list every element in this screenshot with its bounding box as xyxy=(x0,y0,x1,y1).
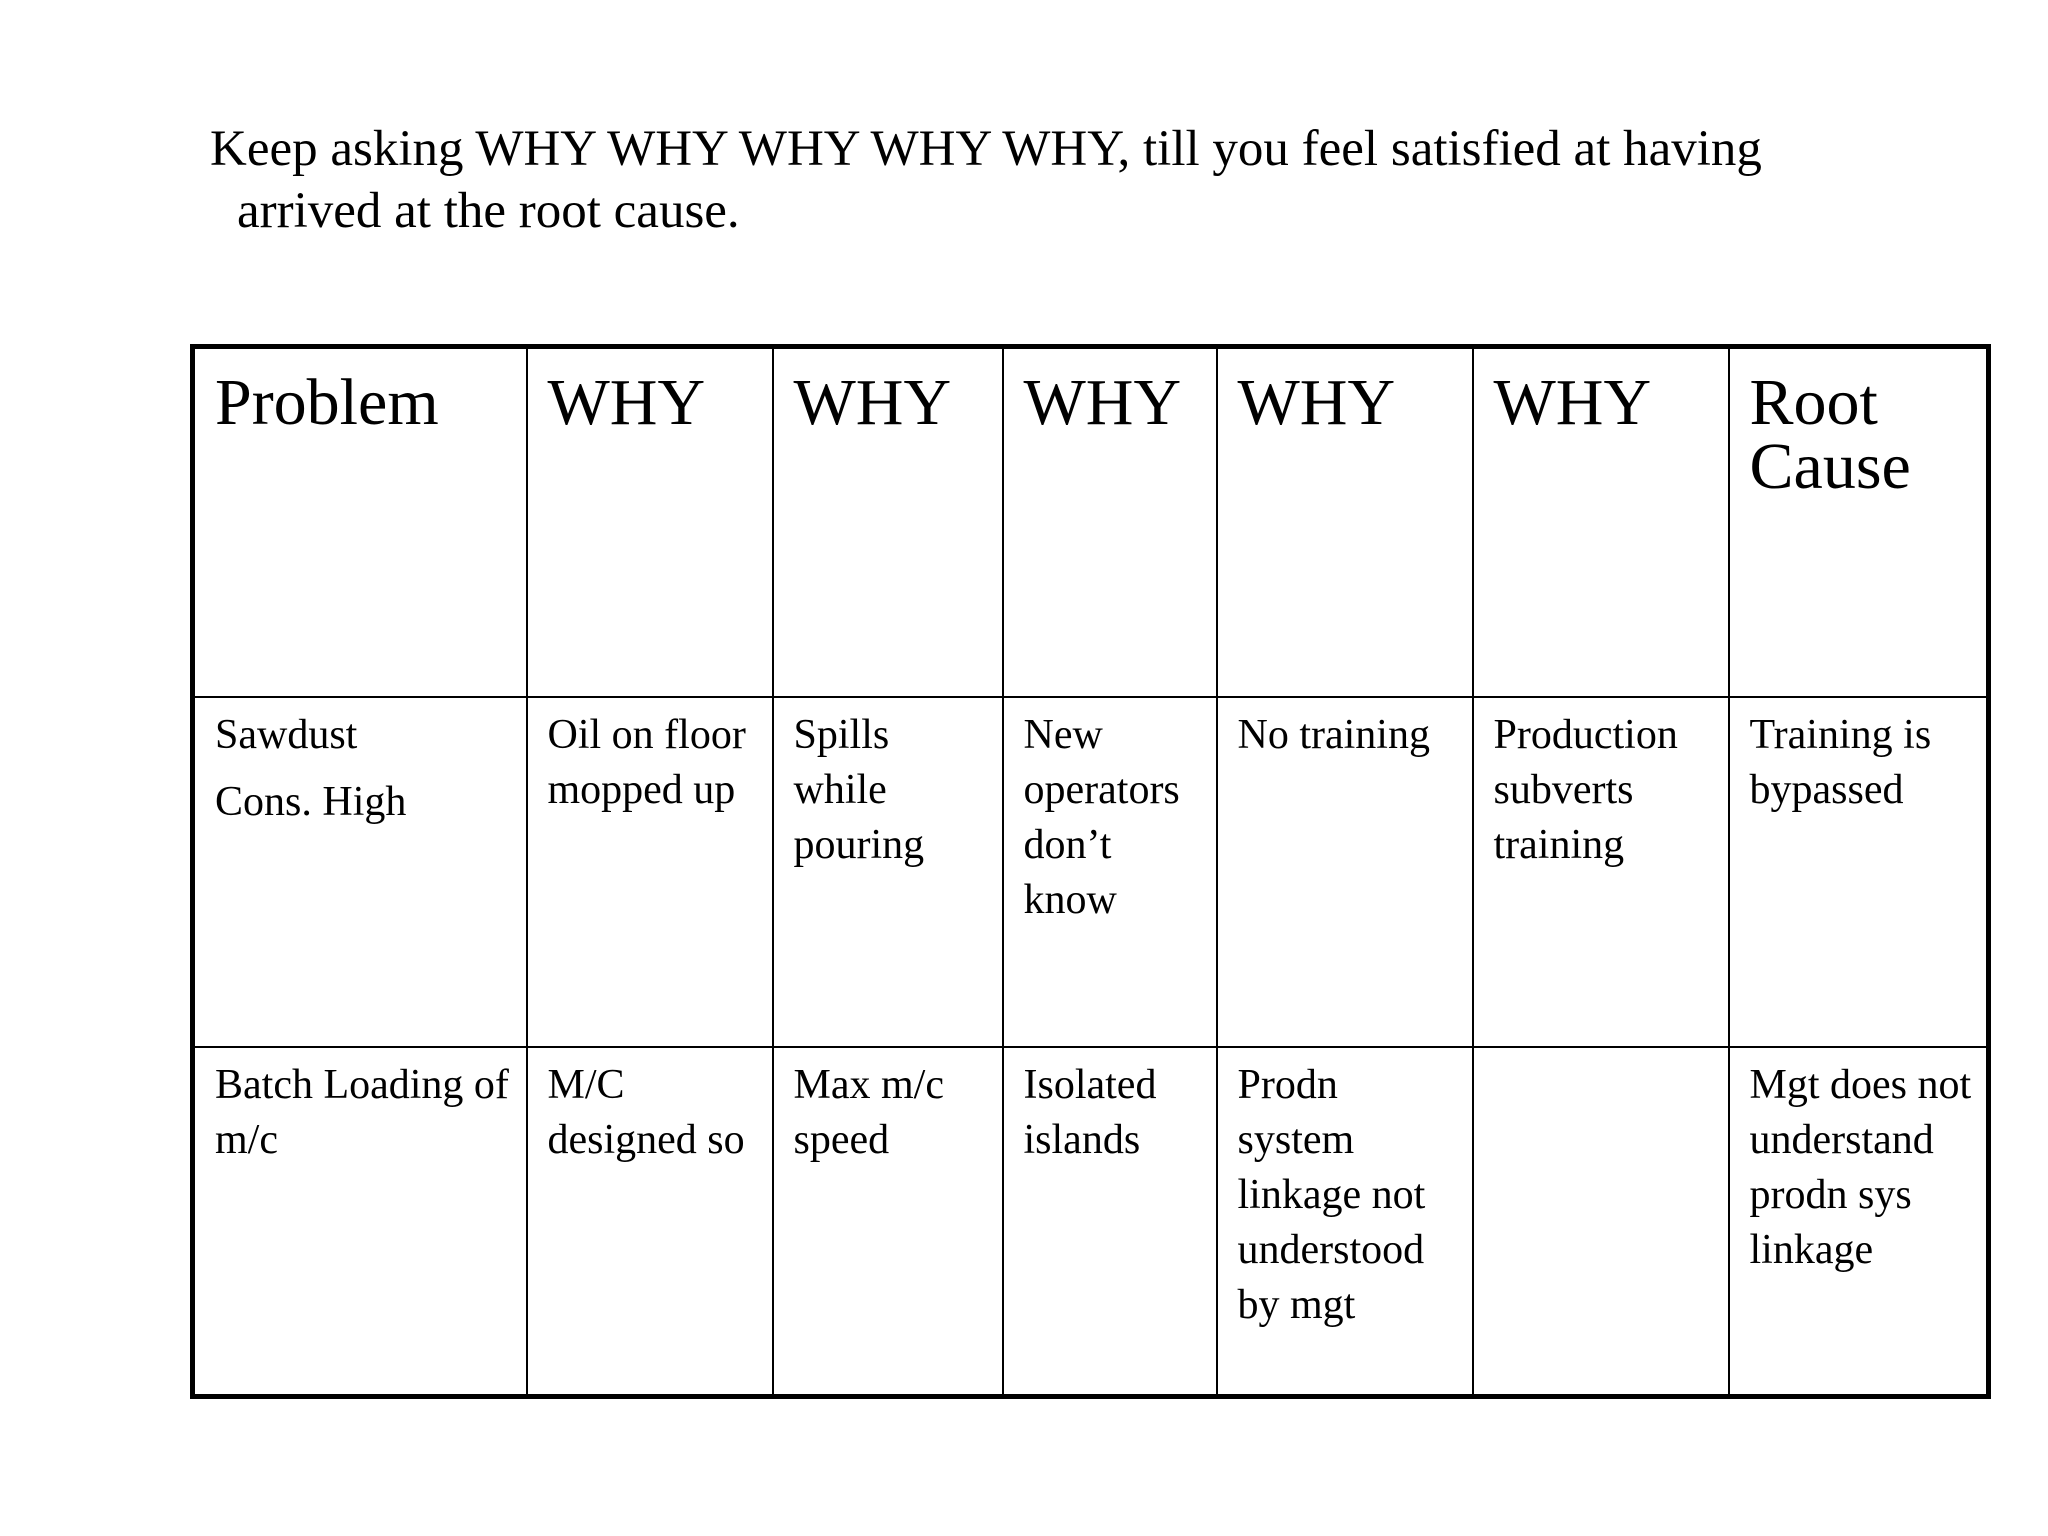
intro-text: Keep asking WHY WHY WHY WHY WHY, till you feel satisfied at having arrived at the root cause. xyxy=(210,121,1762,239)
table-header-row xyxy=(193,347,1989,697)
cell-why-3: Isolated islands xyxy=(1003,1047,1217,1397)
cell-why-1: Oil on floor mopped up xyxy=(527,697,773,1047)
header-why-5: WHY xyxy=(1473,347,1729,697)
cell-why-5: Production subverts training xyxy=(1473,697,1729,1047)
five-why-table xyxy=(190,344,1991,1399)
cell-why-4: No training xyxy=(1217,697,1473,1047)
cell-problem xyxy=(193,697,527,1047)
table-row xyxy=(193,1047,1989,1397)
table-row xyxy=(193,697,1989,1047)
cell-why-2: Max m/c speed xyxy=(773,1047,1003,1397)
cell-why-5 xyxy=(1473,1047,1729,1397)
cell-why-1: M/C designed so xyxy=(527,1047,773,1397)
header-why-1: WHY xyxy=(527,347,773,697)
header-why-2: WHY xyxy=(773,347,1003,697)
cell-why-4: Prodn system linkage not understood by mgt xyxy=(1217,1047,1473,1397)
header-problem: Problem xyxy=(193,347,527,697)
cell-problem-line: Cons. High xyxy=(215,778,407,825)
header-why-4: WHY xyxy=(1217,347,1473,697)
header-root-cause: Root Cause xyxy=(1729,347,1989,697)
cell-why-2: Spills while pouring xyxy=(773,697,1003,1047)
cell-root-cause: Mgt does not understand prodn sys linkage xyxy=(1729,1047,1989,1397)
header-why-3: WHY xyxy=(1003,347,1217,697)
cell-problem-line: Sawdust xyxy=(215,711,358,758)
cell-root-cause: Training is bypassed xyxy=(1729,697,1989,1047)
cell-why-3: New operators don’t know xyxy=(1003,697,1217,1047)
cell-problem: Batch Loading of m/c xyxy=(193,1047,527,1397)
